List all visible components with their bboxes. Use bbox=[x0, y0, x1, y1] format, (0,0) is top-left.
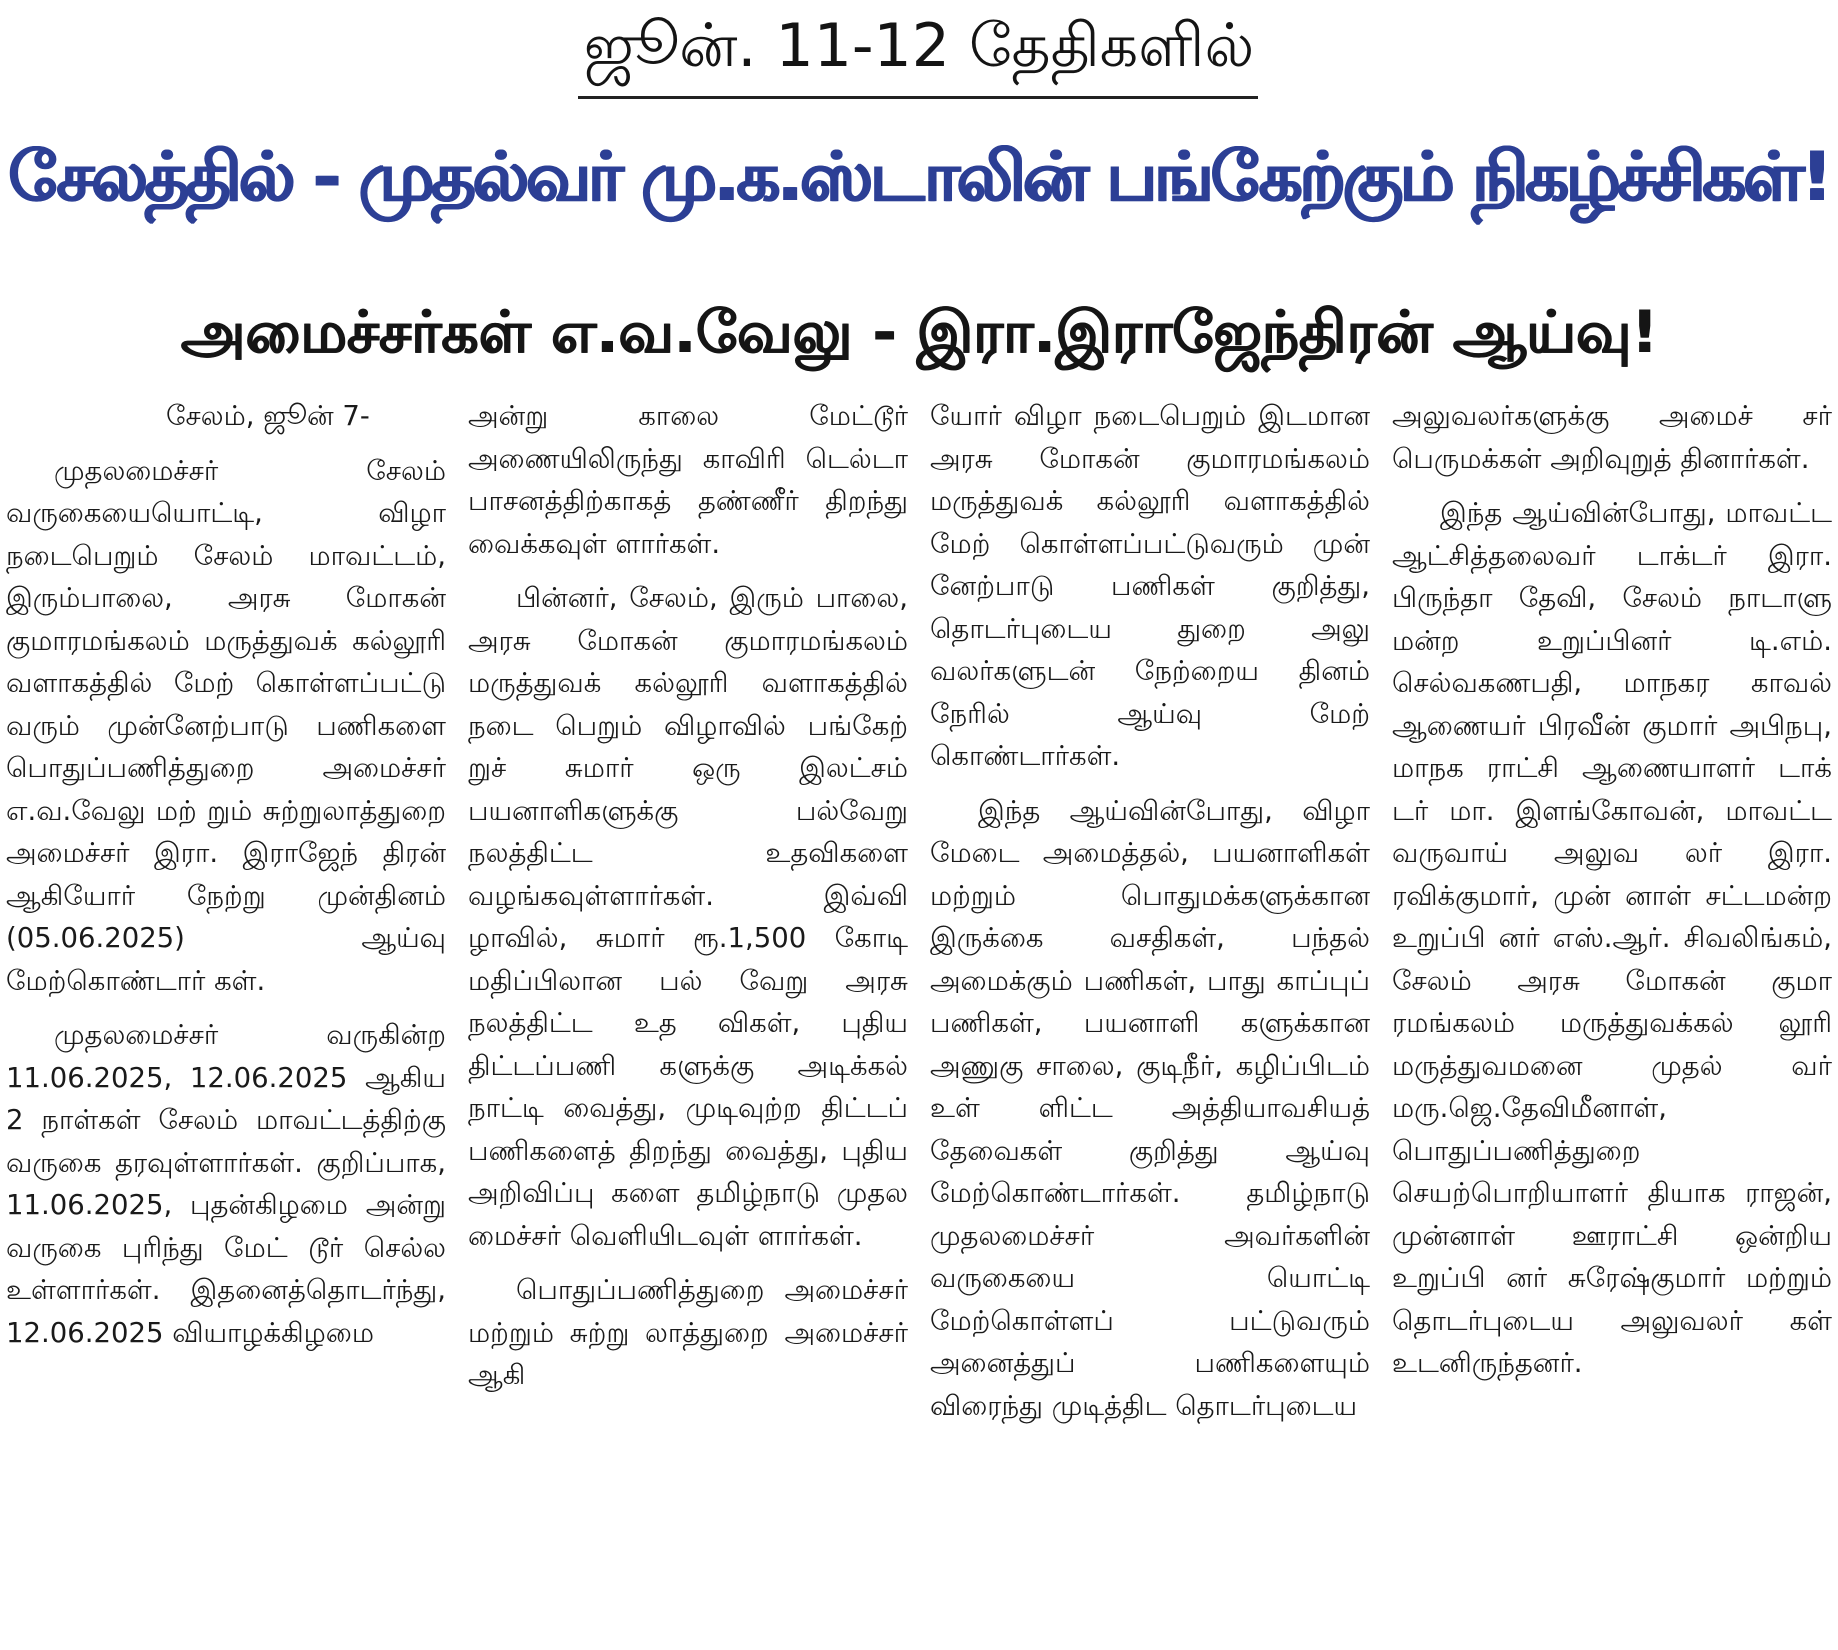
headline: சேலத்தில் - முதல்வர் மு.க.ஸ்டாலின் பங்கேற்கும் நிகழ்ச்சிகள்! bbox=[8, 138, 1830, 217]
dateline: சேலம், ஜூன் 7- bbox=[166, 400, 370, 432]
paragraph: இந்த ஆய்வின்போது, விழா மேடை அமைத்தல், பயனாளிகள் மற்றும் பொதுமக்களுக்கான இருக்கை வசதிகள், பந்தல் அமைக்கும் பணிகள், பாது காப்புப் பணிகள், பயனாளி களுக்கான அணுகு சாலை, குடிநீர், கழிப்பிடம் உள் ளிட்ட அத்தியாவசியத் தேவைகள் குறித்து ஆய்வு மேற்கொண்டார்கள். தமிழ்நாடு முதலமைச்சர் அவர்களின் வருகையை யொட்டி மேற்கொள்ளப் பட்டுவரும் அனைத்துப் பணிகளையும் விரைந்து முடித்திட தொடர்புடைய bbox=[930, 794, 1370, 1422]
paragraph: முதலமைச்சர் சேலம் வருகையையொட்டி, விழா நடைபெறும் சேலம் மாவட்டம், இரும்பாலை, அரசு மோகன் குமாரமங்கலம் மருத்துவக் கல்லூரி வளாகத்தில் மேற் கொள்ளப்பட்டு வரும் முன்னேற்பாடு பணிகளை பொதுப்பணித்துறை அமைச்சர் எ.வ.வேலு மற் றும் சுற்றுலாத்துறை அமைச்சர் இரா. இராஜேந் திரன் ஆகியோர் நேற்று முன்தினம் (05.06.2025) ஆய்வு மேற்கொண்டார் கள். bbox=[6, 454, 446, 997]
subheadline: அமைச்சர்கள் எ.வ.வேலு - இரா.இராஜேந்திரன் ஆய்வு! bbox=[180, 298, 1658, 366]
paragraph: அன்று காலை மேட்டூர் அணையிலிருந்து காவிரி டெல்டா பாசனத்திற்காகத் தண்ணீர் திறந்து வைக்கவுள் ளார்கள். bbox=[468, 400, 908, 560]
paragraph: முதலமைச்சர் வருகின்ற 11.06.2025, 12.06.2025 ஆகிய 2 நாள்கள் சேலம் மாவட்டத்திற்கு வருகை தரவுள்ளார்கள். குறிப்பாக, 11.06.2025, புதன்கிழமை அன்று வருகை புரிந்து மேட் டூர் செல்ல உள்ளார்கள். இதனைத்தொடர்ந்து, 12.06.2025 வியாழக்கிழமை bbox=[6, 1019, 446, 1349]
paragraph: பின்னர், சேலம், இரும் பாலை, அரசு மோகன் குமாரமங்கலம் மருத்துவக் கல்லூரி வளாகத்தில் நடை பெறும் விழாவில் பங்கேற் றுச் சுமார் ஒரு இலட்சம் பயனாளிகளுக்கு பல்வேறு நலத்திட்ட உதவிகளை வழங்கவுள்ளார்கள். இவ்வி ழாவில், சுமார் ரூ.1,500 கோடி மதிப்பிலான பல் வேறு அரசு நலத்திட்ட உத விகள், புதிய திட்டப்பணி களுக்கு அடிக்கல் நாட்டி வைத்து, முடிவுற்ற திட்டப் பணிகளைத் திறந்து வைத்து, புதிய அறிவிப்பு களை தமிழ்நாடு முதல மைச்சர் வெளியிடவுள் ளார்கள். bbox=[468, 582, 908, 1252]
column-4 bbox=[1392, 395, 1832, 1645]
paragraph: இந்த ஆய்வின்போது, மாவட்ட ஆட்சித்தலைவர் டாக்டர் இரா. பிருந்தா தேவி, சேலம் நாடாளு மன்ற உறுப்பினர் டி.எம். செல்வகணபதி, மாநகர காவல் ஆணையர் பிரவீன் குமார் அபிநபு, மாநக ராட்சி ஆணையாளர் டாக் டர் மா. இளங்கோவன், மாவட்ட வருவாய் அலுவ லர் இரா. ரவிக்குமார், முன் னாள் சட்டமன்ற உறுப்பி னர் எஸ்.ஆர். சிவலிங்கம், சேலம் அரசு மோகன் குமா ரமங்கலம் மருத்துவக்கல் லூரி மருத்துவமனை முதல் வர் மரு.ஜெ.தேவிமீனாள், பொதுப்பணித்துறை செயற்பொறியாளர் தியாக ராஜன், முன்னாள் ஊராட்சி ஒன்றிய உறுப்பி னர் சுரேஷ்குமார் மற்றும் தொடர்புடைய அலுவலர் கள் உடனிருந்தனர். bbox=[1392, 497, 1832, 1379]
column-3 bbox=[930, 395, 1370, 1645]
article-body bbox=[6, 395, 1832, 1645]
kicker-line: ஜூன். 11-12 தேதிகளில் bbox=[583, 11, 1255, 81]
column-2 bbox=[468, 395, 908, 1645]
kicker-underline bbox=[578, 96, 1258, 99]
column-1 bbox=[6, 395, 446, 1645]
paragraph: யோர் விழா நடைபெறும் இடமான அரசு மோகன் குமாரமங்கலம் மருத்துவக் கல்லூரி வளாகத்தில் மேற் கொள்ளப்பட்டுவரும் முன் னேற்பாடு பணிகள் குறித்து, தொடர்புடைய துறை அலு வலர்களுடன் நேற்றைய தினம் நேரில் ஆய்வு மேற் கொண்டார்கள். bbox=[930, 400, 1370, 772]
paragraph: பொதுப்பணித்துறை அமைச்சர் மற்றும் சுற்று லாத்துறை அமைச்சர் ஆகி bbox=[468, 1274, 908, 1391]
paragraph: அலுவலர்களுக்கு அமைச் சர் பெருமக்கள் அறிவுறுத் தினார்கள். bbox=[1392, 400, 1832, 475]
